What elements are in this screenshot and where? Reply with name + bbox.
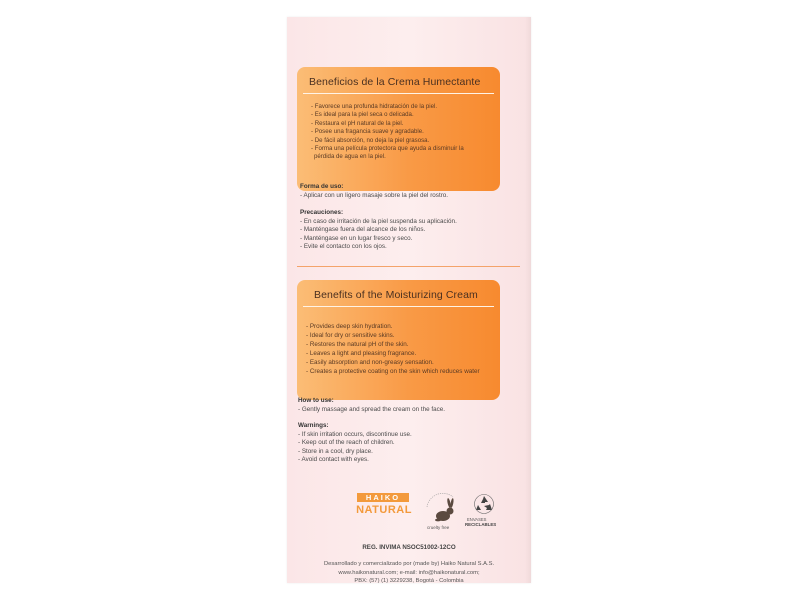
maker-line: www.haikonatural.com; e-mail: info@haikonatural.com; bbox=[338, 569, 480, 576]
cruelty-free-caption: cruelty free bbox=[427, 525, 450, 530]
list-item: - Manténgase en un lugar fresco y seco. bbox=[300, 234, 413, 242]
list-item: - Creates a protective coating on the skin which reduces water bbox=[306, 368, 480, 375]
list-item: - Restores the natural pH of the skin. bbox=[306, 341, 409, 348]
warnings-section-en bbox=[298, 422, 513, 465]
list-item: - Leaves a light and pleasing fragrance. bbox=[306, 350, 417, 357]
warnings-head-es: Precauciones: bbox=[300, 209, 344, 216]
list-item: - Evite el contacto con los ojos. bbox=[300, 243, 387, 251]
list-item: - Ideal for dry or sensitive skins. bbox=[306, 332, 395, 339]
usage-head-es: Forma de uso: bbox=[300, 183, 344, 190]
list-item: - Store in a cool, dry place. bbox=[298, 447, 373, 455]
usage-head-en: How to use: bbox=[298, 397, 334, 404]
benefits-title-es: Beneficios de la Crema Humectante bbox=[309, 76, 481, 88]
list-item: - Manténgase fuera del alcance de los niños. bbox=[300, 226, 426, 234]
panel-rule bbox=[303, 93, 494, 94]
invima-registration: REG. INVIMA NSOC51002-12CO bbox=[362, 544, 456, 551]
manufacturer-info bbox=[287, 560, 531, 586]
product-box bbox=[287, 17, 531, 583]
list-item: - Gently massage and spread the cream on the face. bbox=[298, 405, 446, 413]
brand-top: HAIKO bbox=[357, 493, 409, 502]
benefits-list-es bbox=[311, 103, 492, 162]
list-item: - If skin irritation occurs, discontinue use. bbox=[298, 430, 412, 438]
list-item: - Favorece una profunda hidratación de la piel. bbox=[311, 103, 438, 110]
cruelty-free-badge bbox=[423, 491, 463, 533]
list-item: - Easily absorption and non-greasy sensation. bbox=[306, 359, 434, 366]
recycle-badge bbox=[465, 493, 499, 533]
benefits-title-en: Benefits of the Moisturizing Cream bbox=[314, 289, 478, 301]
list-item: - Es ideal para la piel seca o delicada. bbox=[311, 111, 414, 119]
section-divider bbox=[297, 266, 520, 267]
list-item: - En caso de irritación de la piel suspenda su aplicación. bbox=[300, 217, 457, 225]
recycle-line1: ENVASES bbox=[467, 517, 487, 522]
maker-line: PBX: (57) (1) 3229238, Bogotá - Colombia bbox=[354, 578, 464, 585]
usage-section-en bbox=[298, 397, 513, 414]
list-item: - Aplicar con un ligero masaje sobre la piel del rostro. bbox=[300, 191, 449, 199]
list-item: pérdida de agua en la piel. bbox=[314, 153, 386, 161]
warnings-head-en: Warnings: bbox=[298, 422, 329, 429]
recycle-icon bbox=[473, 493, 495, 515]
list-item: - Posee una fragancia suave y agradable. bbox=[311, 128, 424, 136]
benefits-panel-en bbox=[297, 280, 500, 400]
panel-rule bbox=[303, 306, 494, 307]
list-item: - Forma una película protectora que ayuda a disminuir la bbox=[311, 145, 464, 153]
maker-line: Desarrollado y comercializado por (made by) Haiko Natural S.A.S. bbox=[323, 561, 495, 567]
benefits-panel-es bbox=[297, 67, 500, 191]
list-item: - Provides deep skin hydration. bbox=[306, 323, 393, 330]
list-item: - Restaura el pH natural de la piel. bbox=[311, 119, 404, 127]
benefits-list-en bbox=[306, 322, 492, 376]
usage-section-es bbox=[300, 183, 515, 200]
recycle-line2: RECICLABLES bbox=[465, 522, 497, 527]
list-item: - Keep out of the reach of children. bbox=[298, 439, 395, 447]
list-item: - Avoid contact with eyes. bbox=[298, 456, 369, 464]
list-item: - De fácil absorción, no deja la piel grasosa. bbox=[311, 136, 430, 144]
brand-bottom: NATURAL bbox=[356, 504, 412, 516]
rabbit-icon bbox=[423, 491, 463, 525]
logos-row bbox=[287, 491, 531, 537]
haiko-natural-logo bbox=[355, 493, 413, 521]
warnings-section-es bbox=[300, 209, 515, 252]
